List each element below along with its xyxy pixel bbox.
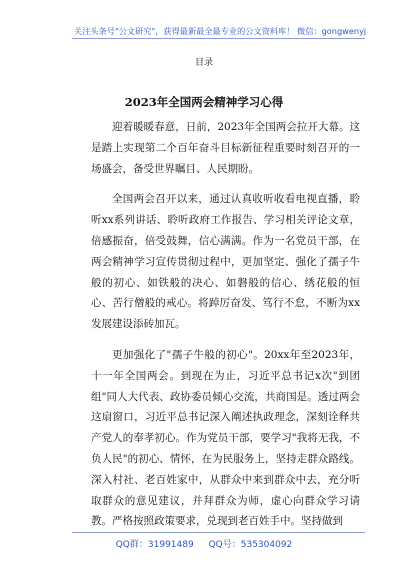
header-divider bbox=[72, 38, 365, 39]
footer-qq-number: QQ号：535304092 bbox=[208, 540, 293, 550]
footer-qq-group: QQ群：31991489 bbox=[115, 540, 194, 550]
paragraph: 迎着暖暖春意，日前，2023年全国两会拉开大幕。这是踏上实现第二个百年奋斗目标新征程重要时刻召开的一场盛会，备受世界瞩目、人民期盼。 bbox=[91, 121, 360, 175]
toc-label: 目录 bbox=[194, 58, 213, 68]
footer-divider bbox=[72, 532, 365, 533]
document-body bbox=[91, 117, 360, 542]
page-footer bbox=[0, 537, 408, 550]
page-header-text: 关注头条号"公文研究"，获得最新最全最专业的公文资料库！ 微信：gongwenyj bbox=[74, 26, 367, 36]
document-title: 2023年全国两会精神学习心得 bbox=[124, 95, 284, 109]
paragraph: 更加强化了"孺子牛般的初心"。20xx年至2023年，十一年全国两会。到现在为止，习近平总书记x次"到团组"同人大代表、政协委员倾心交流，共商国是。透过两会这扇窗口，习近平总书记深入阐述执政理念，深刻诠释共产党人的奉孝初心。作为党员干部，要学习"我将无我，不负人民"的初心、情怀，在为民服务上，坚持走群众路线。深入村社、老百姓家中，从群众中来到群众中去，充分听取群众的意见建议，并拜群众为师，虚心向群众学习请教。严格按照政策要求，兑现到老百姓手中。坚持做到 bbox=[91, 348, 360, 528]
paragraph: 全国两会召开以来，通过认真收听收看电视直播，聆听xx系列讲话、聆听政府工作报告、学习相关评论文章，倍感振奋，倍受鼓舞，信心满满。作为一名党员干部，在两会精神学习宣传贯彻过程中，更加坚定、强化了孺子牛般的初心、如铁般的决心、如磐般的信心、绣花般的恒心、苦行僧般的戒心。将踔厉奋发、笃行不怠，不断为xx发展建设添砖加瓦。 bbox=[91, 193, 360, 331]
